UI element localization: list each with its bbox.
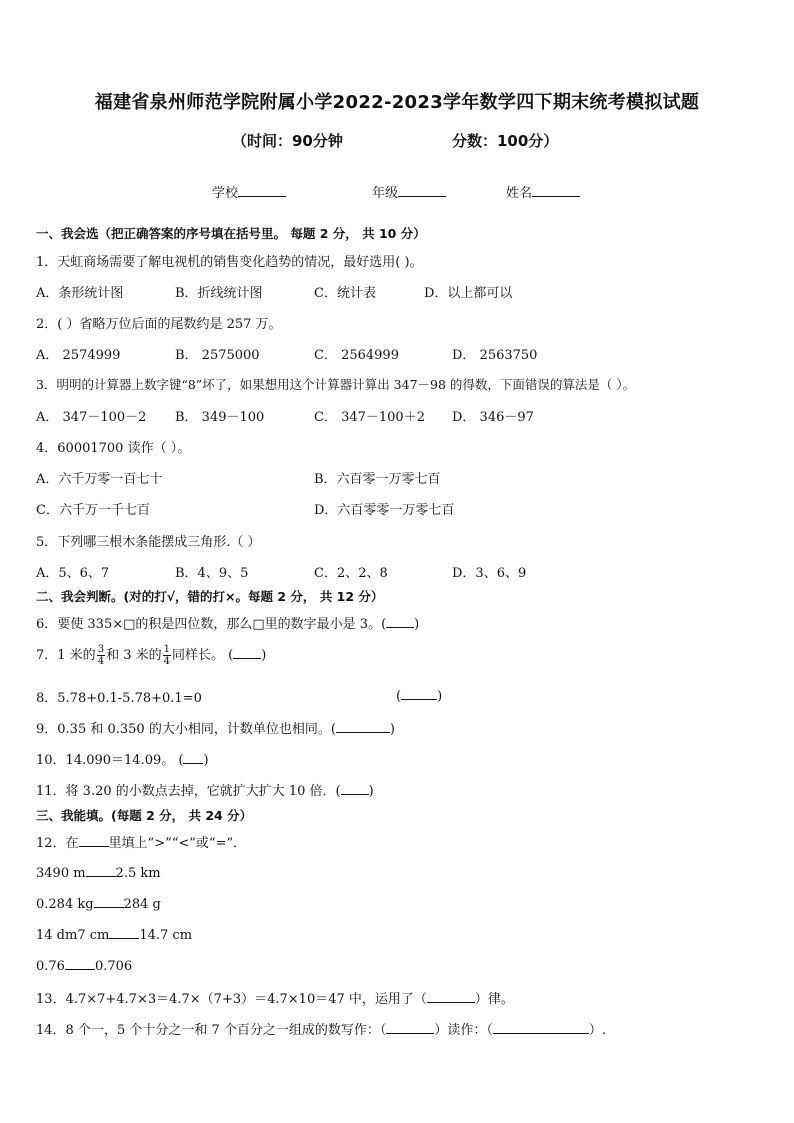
q7-text-c: 同样长。 ( — [171, 648, 234, 663]
school-label: 学校 — [212, 186, 239, 201]
q9-text: 9．0.35 和 0.350 的大小相同，计数单位也相同。( — [36, 722, 336, 737]
compare-4-left: 0.76 — [36, 959, 65, 974]
question-8: 8．5.78+0.1-5.78+0.1=0 — [36, 691, 202, 706]
q11-answer-blank[interactable] — [341, 782, 369, 795]
school-field — [212, 182, 286, 201]
q8-answer-blank[interactable] — [401, 687, 437, 700]
grade-blank[interactable] — [398, 184, 446, 197]
question-9 — [36, 718, 395, 737]
name-blank[interactable] — [532, 184, 580, 197]
q14-text-a: 14．8 个一，5 个十分之一和 7 个百分之一组成的数写作：（ — [36, 1023, 387, 1038]
compare-4-blank[interactable] — [65, 957, 95, 970]
q13-answer-blank[interactable] — [427, 990, 475, 1003]
q7-answer-blank[interactable] — [233, 646, 261, 659]
q8-answer — [396, 687, 442, 704]
question-14 — [36, 1019, 606, 1038]
q2-option-a[interactable]: A． 2574999 — [36, 348, 121, 363]
q3-option-c[interactable]: C． 347－100＋2 — [314, 410, 425, 425]
compare-item-3 — [36, 926, 192, 943]
grade-field — [372, 182, 446, 201]
name-field — [506, 182, 580, 201]
q12-blank-sample — [79, 834, 109, 847]
section3-heading: 三、我能填。(每题 2 分， 共 24 分） — [36, 808, 253, 823]
q2-option-c[interactable]: C． 2564999 — [314, 348, 399, 363]
q1-option-b[interactable]: B．折线统计图 — [175, 286, 263, 301]
question-13 — [36, 988, 514, 1007]
question-6 — [36, 613, 419, 632]
compare-item-2 — [36, 895, 161, 912]
compare-3-right: 14.7 cm — [139, 928, 193, 943]
q10-answer-blank[interactable] — [183, 751, 203, 764]
compare-2-right: 284 g — [123, 897, 161, 912]
q6-text: 6．要使 335×□的积是四位数，那么□里的数字最小是 3。( — [36, 617, 387, 632]
compare-item-1 — [36, 864, 161, 881]
q13-text-end: ）律。 — [474, 992, 514, 1007]
q4-option-b[interactable]: B．六百零一万零七百 — [314, 472, 441, 487]
q5-option-b[interactable]: B．4、9、5 — [175, 566, 249, 581]
q1-option-a[interactable]: A．条形统计图 — [36, 286, 124, 301]
question-10 — [36, 749, 209, 768]
question-3: 3．明明的计算器上数字键“8”坏了，如果想用这个计算器计算出 347－98 的得数，下面错误的算法是（ ）。 — [36, 377, 636, 392]
compare-item-4 — [36, 957, 132, 974]
exam-time: （时间：90分钟 — [232, 132, 343, 150]
grade-label: 年级 — [372, 186, 399, 201]
question-11 — [36, 780, 374, 799]
q6-paren-close: ) — [414, 617, 420, 632]
q2-option-d[interactable]: D． 2563750 — [452, 348, 538, 363]
q9-answer-blank[interactable] — [336, 720, 390, 733]
compare-1-right: 2.5 km — [115, 866, 161, 881]
q14-text-b: ）读作：（ — [434, 1023, 493, 1038]
question-12 — [36, 832, 246, 851]
frac1-denominator: 4 — [97, 656, 105, 667]
q12-text-b: 里填上“>”“<”或“=”． — [108, 836, 247, 851]
q10-text: 10．14.090＝14.09。 ( — [36, 753, 184, 768]
q2-option-b[interactable]: B． 2575000 — [175, 348, 260, 363]
compare-1-blank[interactable] — [86, 864, 116, 877]
q3-option-b[interactable]: B． 349－100 — [175, 410, 265, 425]
q14-read-blank[interactable] — [493, 1021, 589, 1034]
q7-text-b: 和 3 米的 — [106, 648, 162, 663]
question-5: 5．下列哪三根木条能摆成三角形.（ ） — [36, 535, 261, 550]
page-title: 福建省泉州师范学院附属小学2022-2023学年数学四下期末统考模拟试题 — [94, 92, 700, 113]
frac2-numerator: 1 — [163, 644, 170, 655]
q3-option-a[interactable]: A． 347－100－2 — [36, 410, 147, 425]
q4-option-d[interactable]: D．六百零零一万零七百 — [314, 503, 455, 518]
q7-paren-close: ) — [261, 648, 267, 663]
fraction-one-quarter — [163, 644, 171, 667]
compare-2-blank[interactable] — [94, 895, 124, 908]
question-2: 2．( ）省略万位后面的尾数约是 257 万。 — [36, 317, 282, 332]
frac2-denominator: 4 — [163, 656, 170, 667]
compare-3-blank[interactable] — [109, 926, 139, 939]
exam-score: 分数：100分） — [452, 132, 559, 150]
q8-paren-close: ) — [437, 689, 443, 704]
q8-paren-open: ( — [396, 689, 402, 704]
q1-option-c[interactable]: C．统计表 — [314, 286, 376, 301]
q7-text-a: 7．1 米的 — [36, 648, 96, 663]
question-1: 1．天虹商场需要了解电视机的销售变化趋势的情况，最好选用( )。 — [36, 255, 423, 270]
q13-text: 13．4.7×7+4.7×3＝4.7×（7+3）＝4.7×10＝47 中，运用了（ — [36, 992, 427, 1007]
q4-option-a[interactable]: A．六千万零一百七十 — [36, 472, 163, 487]
q1-option-d[interactable]: D．以上都可以 — [424, 286, 513, 301]
q5-option-d[interactable]: D．3、6、9 — [452, 566, 527, 581]
frac1-numerator: 3 — [97, 644, 105, 655]
q6-answer-blank[interactable] — [386, 615, 414, 628]
q12-text-a: 12．在 — [36, 836, 79, 851]
q11-paren-close: ) — [368, 784, 374, 799]
q10-paren-close: ) — [203, 753, 209, 768]
q4-option-c[interactable]: C．六千万一千七百 — [36, 503, 150, 518]
q14-written-blank[interactable] — [386, 1021, 434, 1034]
compare-1-left: 3490 m — [36, 866, 86, 881]
section1-heading: 一、我会选（把正确答案的序号填在括号里。 每题 2 分， 共 10 分） — [36, 226, 426, 241]
compare-4-right: 0.706 — [94, 959, 133, 974]
q5-option-a[interactable]: A．5、6、7 — [36, 566, 110, 581]
q14-text-end: ）. — [588, 1023, 607, 1038]
section2-heading: 二、我会判断。(对的打√，错的打×。每题 2 分， 共 12 分） — [36, 589, 384, 604]
question-7 — [36, 644, 266, 667]
name-label: 姓名 — [506, 186, 533, 201]
question-4: 4．60001700 读作（ ）。 — [36, 441, 191, 456]
q9-paren-close: ) — [389, 722, 395, 737]
school-blank[interactable] — [238, 184, 286, 197]
fraction-three-quarters — [97, 644, 105, 667]
q3-option-d[interactable]: D． 346－97 — [452, 410, 534, 425]
q5-option-c[interactable]: C．2、2、8 — [314, 566, 388, 581]
q11-text: 11．将 3.20 的小数点去掉，它就扩大扩大 10 倍．( — [36, 784, 341, 799]
compare-3-left: 14 dm7 cm — [36, 928, 110, 943]
compare-2-left: 0.284 kg — [36, 897, 94, 912]
